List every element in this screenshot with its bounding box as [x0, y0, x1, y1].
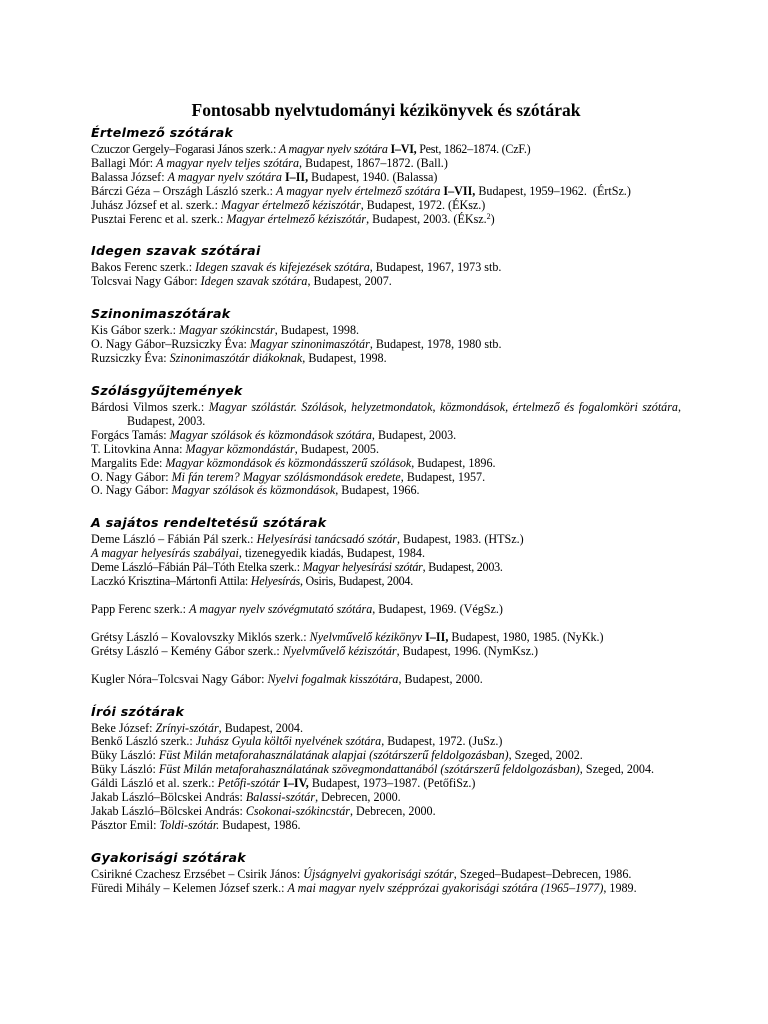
bibliography-entry: T. Litovkina Anna: Magyar közmondástár, Budapest, 2005. [91, 441, 380, 456]
bibliography-entry: Bárdosi Vilmos szerk.: Magyar szólástár. Szólások, helyzetmondatok, közmondások, értelmező és fogalomköri szótára, Budapest, 2003. [91, 399, 682, 428]
spacer [91, 589, 681, 603]
section-list [91, 125, 681, 896]
bibliography-entry: Kis Gábor szerk.: Magyar szókincstár, Budapest, 1998. [91, 323, 360, 338]
bibliography-entry: Margalits Ede: Magyar közmondások és közmondásszerű szólások, Budapest, 1896. [91, 455, 496, 470]
bibliography-entry: Csirikné Czachesz Erzsébet – Csirik János: Újságnyelvi gyakorisági szótár, Szeged–Budapest–Debrecen, 1986. [91, 866, 632, 881]
section-heading: Értelmező szótárak [91, 125, 234, 140]
bibliography-entry: Büky László: Füst Milán metaforahasználatának alapjai (szótárszerű feldolgozásban), Szeged, 2002. [91, 748, 583, 763]
bibliography-entry: Ruzsiczky Éva: Szinonimaszótár diákoknak, Budapest, 1998. [91, 351, 387, 366]
section-heading: A sajátos rendeltetésű szótárak [91, 515, 327, 531]
spacer [91, 659, 681, 673]
document-page [91, 98, 681, 896]
bibliography-entry: Grétsy László – Kovalovszky Miklós szerk.: Nyelvművelő kézikönyv I–II, Budapest, 1980, 1985. (NyKk.) [91, 629, 604, 644]
section-heading: Gyakorisági szótárak [91, 849, 246, 865]
bibliography-entry: A magyar helyesírás szabályai, tizenegyedik kiadás, Budapest, 1984. [91, 546, 425, 561]
bibliography-entry: O. Nagy Gábor: Mi fán terem? Magyar szólásmondások eredete, Budapest, 1957. [91, 469, 486, 484]
section-heading: Szólásgyűjtemények [91, 382, 243, 398]
section-heading: Idegen szavak szótárai [91, 243, 261, 259]
bibliography-entry: Forgács Tamás: Magyar szólások és közmondások szótára, Budapest, 2003. [91, 427, 457, 442]
bibliography-entry: Juhász József et al. szerk.: Magyar értelmező kéziszótár, Budapest, 1972. (ÉKsz.) [91, 197, 486, 212]
bibliography-entry: Bárczi Géza – Országh László szerk.: A magyar nyelv értelmező szótára I–VII, Budapest, 1959–1962. (ÉrtSz.) [91, 183, 631, 198]
bibliography-entry: Papp Ferenc szerk.: A magyar nyelv szóvégmutató szótára, Budapest, 1969. (VégSz.) [91, 601, 503, 616]
bibliography-entry: Jakab László–Bölcskei András: Csokonai-szókincstár, Debrecen, 2000. [91, 804, 436, 818]
bibliography-entry: Benkő László szerk.: Juhász Gyula költői nyelvének szótára, Budapest, 1972. (JuSz.) [91, 734, 503, 749]
bibliography-entry: Tolcsvai Nagy Gábor: Idegen szavak szótára, Budapest, 2007. [91, 274, 392, 289]
bibliography-entry: Bakos Ferenc szerk.: Idegen szavak és kifejezések szótára, Budapest, 1967, 1973 stb. [91, 260, 502, 275]
bibliography-entry: Büky László: Füst Milán metaforahasználatának szövegmondattanából (szótárszerű feldolgozásban), Szeged, 2004. [91, 762, 655, 777]
bibliography-entry: O. Nagy Gábor–Ruzsiczky Éva: Magyar szinonimaszótár, Budapest, 1978, 1980 stb. [91, 337, 502, 352]
bibliography-entry: Ballagi Mór: A magyar nyelv teljes szótára, Budapest, 1867–1872. (Ball.) [91, 155, 448, 170]
bibliography-entry: O. Nagy Gábor: Magyar szólások és közmondások, Budapest, 1966. [91, 483, 420, 498]
bibliography-entry: Pusztai Ferenc et al. szerk.: Magyar értelmező kéziszótár, Budapest, 2003. (ÉKsz.$^2$) [91, 211, 495, 226]
section-heading: Szinonimaszótárak [91, 306, 231, 322]
bibliography-entry: Grétsy László – Kemény Gábor szerk.: Nyelvművelő kéziszótár, Budapest, 1996. (NymKsz.) [91, 643, 539, 658]
bibliography-entry: Laczkó Krisztina–Mártonfi Attila: Helyesírás, Osiris, Budapest, 2004. [91, 574, 414, 589]
bibliography-entry: Czuczor Gergely–Fogarasi János szerk.: A magyar nyelv szótára I–VI, Pest, 1862–1874. (CzF.) [91, 142, 531, 156]
spacer [91, 617, 681, 631]
bibliography-entry: Beke József: Zrínyi-szótár, Budapest, 2004. [91, 720, 303, 735]
bibliography-entry: Balassa József: A magyar nyelv szótára I–II, Budapest, 1940. (Balassa) [91, 169, 438, 184]
section-heading: Írói szótárak [91, 703, 185, 719]
bibliography-entry: Deme László–Fábián Pál–Tóth Etelka szerk.: Magyar helyesírási szótár, Budapest, 2003. [91, 560, 503, 575]
bibliography-entry: Kugler Nóra–Tolcsvai Nagy Gábor: Nyelvi fogalmak kisszótára, Budapest, 2000. [91, 671, 483, 686]
bibliography-entry: Gáldi László et al. szerk.: Petőfi-szótár I–IV, Budapest, 1973–1987. (PetőfiSz.) [91, 776, 476, 791]
bibliography-entry: Füredi Mihály – Kelemen József szerk.: A mai magyar nyelv szépprózai gyakorisági szótára (1965–1977), 1989. [91, 880, 637, 895]
bibliography-entry: Jakab László–Bölcskei András: Balassi-szótár, Debrecen, 2000. [91, 790, 401, 805]
bibliography-entry: Pásztor Emil: Toldi-szótár. Budapest, 1986. [91, 817, 301, 832]
page-title: Fontosabb nyelvtudományi kézikönyvek és szótárak [191, 100, 581, 120]
bibliography-entry: Deme László – Fábián Pál szerk.: Helyesírási tanácsadó szótár, Budapest, 1983. (HTSz.) [91, 532, 524, 547]
